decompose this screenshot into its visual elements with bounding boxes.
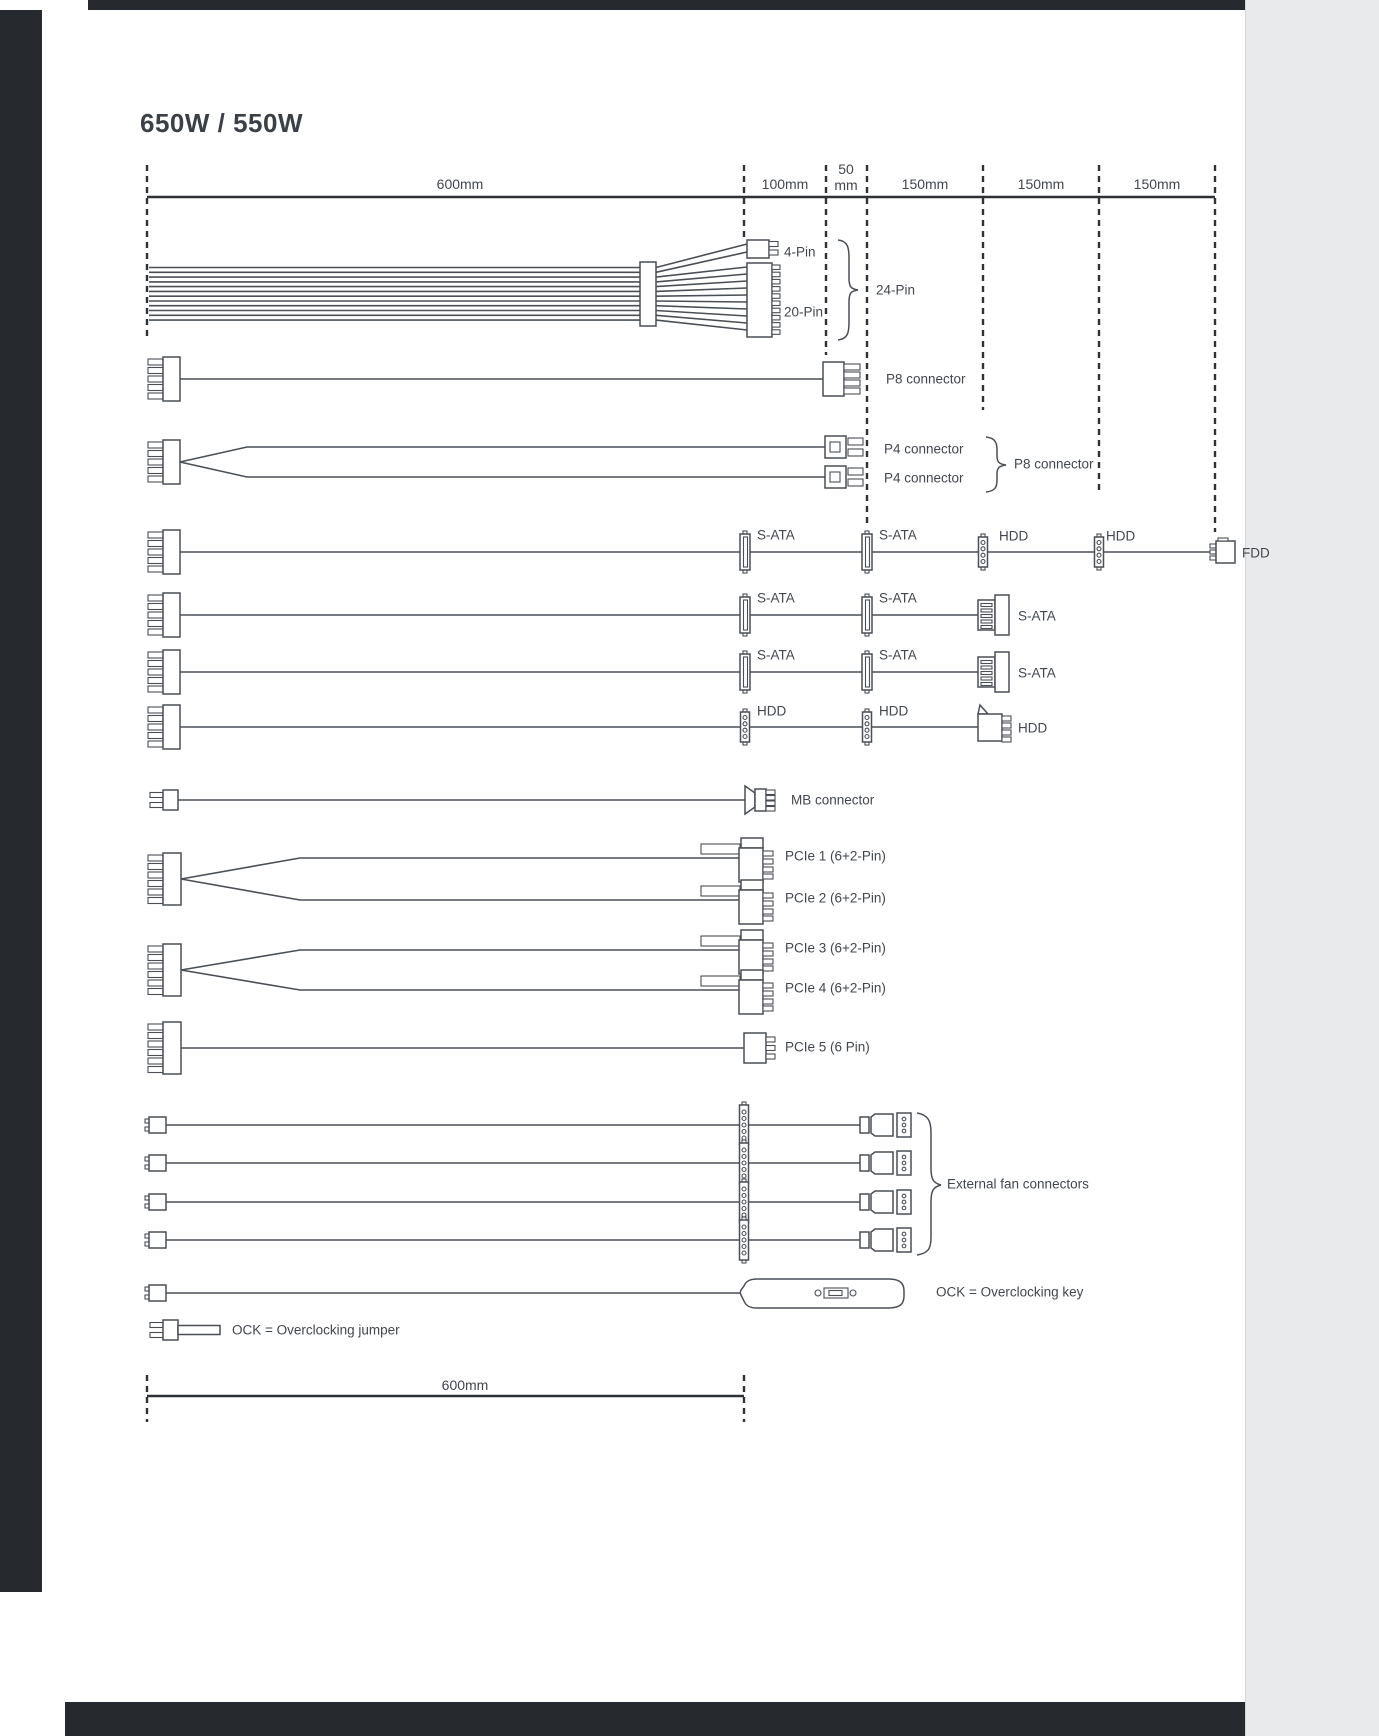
label-pcie3: PCIe 3 (6+2-Pin) — [785, 940, 886, 956]
psu-side-connector — [150, 1320, 178, 1340]
hdd-connector — [979, 534, 988, 570]
pcie-6plus2-connector — [701, 838, 773, 882]
label-4pin: 4-Pin — [784, 244, 816, 260]
dim-150mm-2: 150mm — [1017, 176, 1065, 192]
fan-cable-3 — [145, 1179, 911, 1225]
sata-connector — [740, 531, 750, 573]
cable-p8 — [148, 357, 966, 401]
cables-external-fan — [145, 1102, 1089, 1263]
label-fdd: FDD — [1242, 545, 1270, 561]
connector-20pin — [747, 263, 780, 337]
label-p4-2: P4 connector — [884, 470, 964, 486]
dim-600mm: 600mm — [436, 176, 484, 192]
hdd-end-connector — [978, 705, 1011, 742]
psu-side-connector — [148, 705, 180, 749]
pcie-6pin-connector — [744, 1033, 775, 1063]
pcie-6plus2-connector — [701, 880, 773, 924]
mb-connector — [745, 786, 775, 814]
label-hdd: HDD — [1106, 528, 1136, 544]
ock-jumper — [150, 1320, 400, 1340]
sata-end-connector — [978, 595, 1009, 635]
hdd-connector — [1095, 534, 1104, 570]
psu-side-connector — [148, 944, 181, 996]
label-24pin: 24-Pin — [876, 282, 916, 298]
label-p8: P8 connector — [886, 371, 966, 387]
brace-fans — [917, 1113, 941, 1255]
label-sata: S-ATA — [1018, 665, 1056, 681]
cable-sata-2 — [148, 591, 1056, 638]
page-title: 650W / 550W — [140, 108, 304, 138]
dim-150mm-1: 150mm — [901, 176, 949, 192]
wire-bundle — [149, 244, 747, 330]
pcie-6plus2-connector — [701, 970, 773, 1014]
label-sata: S-ATA — [757, 590, 795, 606]
sata-connector — [740, 651, 750, 693]
ruler-bottom — [147, 1375, 744, 1422]
psu-side-connector — [148, 853, 181, 905]
label-p4-1: P4 connector — [884, 441, 964, 457]
label-p8-combined: P8 connector — [1014, 456, 1094, 472]
cable-ock-key — [145, 1279, 1084, 1308]
psu-side-connector — [145, 1155, 166, 1171]
psu-side-connector — [148, 440, 180, 484]
cable-pcie-5 — [148, 1022, 870, 1074]
label-pcie4: PCIe 4 (6+2-Pin) — [785, 980, 886, 996]
label-pcie1: PCIe 1 (6+2-Pin) — [785, 848, 886, 864]
label-hdd: HDD — [879, 703, 909, 719]
label-sata: S-ATA — [1018, 608, 1056, 624]
sata-connector — [862, 651, 872, 693]
dim-150mm-3: 150mm — [1133, 176, 1181, 192]
p4-connector — [825, 466, 863, 488]
cable-pcie-3-4 — [148, 930, 886, 1014]
psu-side-connector — [145, 1285, 166, 1301]
fdd-connector — [1210, 538, 1235, 563]
p8-connector — [823, 362, 860, 396]
label-ock-key: OCK = Overclocking key — [936, 1284, 1084, 1300]
label-hdd: HDD — [757, 703, 787, 719]
hdd-connector — [741, 709, 750, 745]
fan-end-connector — [860, 1228, 911, 1252]
label-pcie5: PCIe 5 (6 Pin) — [785, 1039, 870, 1055]
label-sata: S-ATA — [879, 590, 917, 606]
label-external-fans: External fan connectors — [947, 1176, 1089, 1192]
pcie-6plus2-connector — [701, 930, 773, 974]
cable-mb — [150, 786, 875, 814]
cable-sata-hdd-fdd — [148, 528, 1270, 575]
fan-end-connector — [860, 1190, 911, 1214]
fan-cable-4 — [145, 1217, 911, 1263]
fan-end-connector — [860, 1151, 911, 1175]
psu-side-connector — [145, 1194, 166, 1210]
p4-connector — [825, 436, 863, 458]
fan-cable-2 — [145, 1140, 911, 1186]
fan-inline-connector — [740, 1217, 749, 1263]
dim-50mm-a: 50 — [838, 161, 854, 177]
cable-hdd — [148, 704, 1047, 750]
psu-side-connector — [148, 650, 180, 694]
cable-sata-3 — [148, 648, 1056, 695]
brace-24pin — [838, 240, 858, 340]
dim-50mm-b: mm — [834, 177, 858, 193]
ock-key-bracket — [740, 1279, 904, 1308]
cable-atx-24pin — [149, 240, 915, 340]
sata-end-connector — [978, 652, 1009, 692]
label-hdd: HDD — [1018, 720, 1048, 736]
sata-connector — [862, 594, 872, 636]
sata-connector — [740, 594, 750, 636]
dim-100mm: 100mm — [761, 176, 809, 192]
label-sata: S-ATA — [757, 647, 795, 663]
brace-p8 — [986, 437, 1006, 492]
label-sata: S-ATA — [757, 527, 795, 543]
psu-side-connector — [150, 790, 178, 810]
cable-p4-p4 — [148, 436, 1094, 492]
label-sata: S-ATA — [879, 527, 917, 543]
psu-side-connector — [148, 530, 180, 574]
label-sata: S-ATA — [879, 647, 917, 663]
psu-side-connector — [145, 1117, 166, 1133]
jumper-bar — [178, 1326, 220, 1335]
psu-side-connector — [148, 1022, 181, 1074]
hdd-connector — [863, 709, 872, 745]
label-hdd: HDD — [999, 528, 1029, 544]
fan-end-connector — [860, 1113, 911, 1137]
sata-connector — [862, 531, 872, 573]
label-ock-jumper: OCK = Overclocking jumper — [232, 1322, 400, 1338]
dim-600mm-bottom: 600mm — [441, 1377, 489, 1393]
psu-side-connector — [148, 357, 180, 401]
fan-cable-1 — [145, 1102, 911, 1148]
connector-4pin — [747, 240, 778, 258]
psu-side-connector — [145, 1232, 166, 1248]
label-20pin: 20-Pin — [784, 304, 824, 320]
psu-side-connector — [148, 593, 180, 637]
cable-pcie-1-2 — [148, 838, 886, 924]
bundle-clamp — [640, 262, 656, 326]
label-mb: MB connector — [791, 792, 875, 808]
label-pcie2: PCIe 2 (6+2-Pin) — [785, 890, 886, 906]
